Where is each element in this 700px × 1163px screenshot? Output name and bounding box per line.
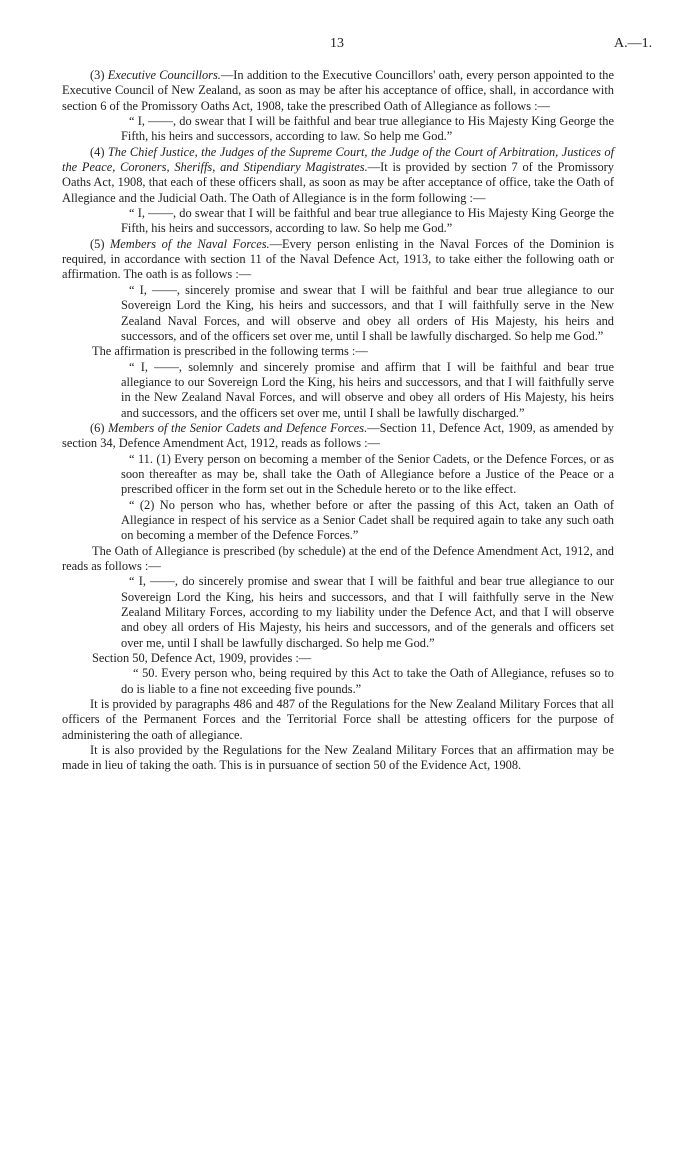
paragraph-executive-councillors: (3) Executive Councillors.—In addition to the Executive Councillors' oath, every person appointed to the Executive Council of New Zealand, as soon as may be after his acceptance of office, shall, in accordance with section 6 of the Promissory Oaths Act, 1908, take the prescribed Oath of Allegiance as follows :— xyxy=(62,68,614,113)
paragraph-judiciary: (4) The Chief Justice, the Judges of the Supreme Court, the Judge of the Court of Arbitration, Justices of the Peace, Coroners, Sheriffs, and Stipendiary Magistrates.—It is provided by section 7 of the Promissory Oaths Act, 1908, that each of these officers shall, as soon as may be after acceptance of office, take the Oath of Allegiance and the Judicial Oath. The Oath of Allegiance is in the form following :— xyxy=(62,144,615,205)
paragraph-text: It is provided by paragraphs 486 and 487 of the Regulations for the New Zealand Military Forces that all officers of the Permanent Forces and the Territorial Force shall be attesting officers for the purpose of administering the oath of allegiance. xyxy=(62,697,614,742)
affirmation-quote: “ I, ——, solemnly and sincerely promise and affirm that I will be faithful and bear true allegiance to our Sovereign Lord the King, his heirs and successors, and that I will faithfully serve in the New Zealand Naval Forces, and will observe and obey all orders of His Majesty, his heirs and successors, and the officers set over me, until I shall be lawfully discharged.” xyxy=(121,359,614,420)
paragraph-text: Section 50, Defence Act, 1909, provides :— xyxy=(92,651,312,666)
oath-quote: “ I, ——, do swear that I will be faithful and bear true allegiance to His Majesty King George the Fifth, his heirs and successors, according to law. So help me God.” xyxy=(121,206,614,236)
section-heading: Members of the Senior Cadets and Defence Forces. xyxy=(108,420,368,435)
paragraph-text: It is also provided by the Regulations for the New Zealand Military Forces that an affirmation may be made in lieu of taking the oath. This is in pursuance of section 50 of the Evidence Act, 1908. xyxy=(62,743,614,773)
page-body xyxy=(62,68,614,774)
oath-quote: “ I, ——, sincerely promise and swear that I will be faithful and bear true allegiance to our Sovereign Lord the King, his heirs and successors, and that I will faithfully serve in the New Zealand Naval Forces, and will observe and obey all orders of His Majesty, his heirs and successors, and of the officers set over me, until I shall be lawfully discharged. So help me God.” xyxy=(121,282,614,343)
section-heading: Executive Councillors. xyxy=(107,68,221,82)
oath-quote: “ I, ——, do sincerely promise and swear that I will be faithful and bear true allegiance to our Sovereign Lord the King, his heirs and successors, and that I will faithfully serve in the New Zealand Military Forces, according to my liability under the Defence Act, and that I will observe and obey all orders of His Majesty, his heirs and successors, and of the generals and officers set over me, until I shall be lawfully discharged. So help me God.” xyxy=(121,574,614,650)
paragraph-senior-cadets: (6) Members of the Senior Cadets and Defence Forces.—Section 11, Defence Act, 1909, as amended by section 34, Defence Amendment Act, 1912, reads as follows :— xyxy=(62,420,614,451)
paragraph-text: The Oath of Allegiance is prescribed (by schedule) at the end of the Defence Amendment Act, 1912, and reads as follows :— xyxy=(62,543,614,573)
statute-quote: “ (2) No person who has, whether before or after the passing of this Act, taken an Oath of Allegiance in respect of his service as a Senior Cadet shall be required again to take any such oath on becoming a member of the Defence Forces.” xyxy=(121,497,614,543)
affirmation-intro: The affirmation is prescribed in the following terms :— xyxy=(92,344,368,359)
page-number: 13 xyxy=(330,36,344,51)
page-reference: A.—1. xyxy=(614,36,653,51)
section-heading: The Chief Justice, the Judges of the Supreme Court, the Judge of the Court of Arbitration, Justices of the Peace, Coroners, Sheriffs, and Stipendiary Magistrates. xyxy=(62,144,615,175)
section-heading: Members of the Naval Forces. xyxy=(109,236,270,251)
paragraph-naval-forces: (5) Members of the Naval Forces.—Every person enlisting in the Naval Forces of the Dominion is required, in accordance with section 11 of the Naval Defence Act, 1913, to take either the following oath or affirmation. The oath is as follows :— xyxy=(62,236,614,282)
statute-quote: “ 50. Every person who, being required by this Act to take the Oath of Allegiance, refuses so to do is liable to a fine not exceeding five pounds.” xyxy=(121,666,614,696)
statute-quote: “ 11. (1) Every person on becoming a member of the Senior Cadets, or the Defence Forces, or as soon thereafter as may be, shall take the Oath of Allegiance before a Justice of the Peace or a prescribed officer in the form set out in the Schedule hereto or to the like effect. xyxy=(121,451,614,497)
oath-quote: “ I, ——, do swear that I will be faithful and bear true allegiance to His Majesty King George the Fifth, his heirs and successors, according to law. So help me God.” xyxy=(121,114,614,144)
